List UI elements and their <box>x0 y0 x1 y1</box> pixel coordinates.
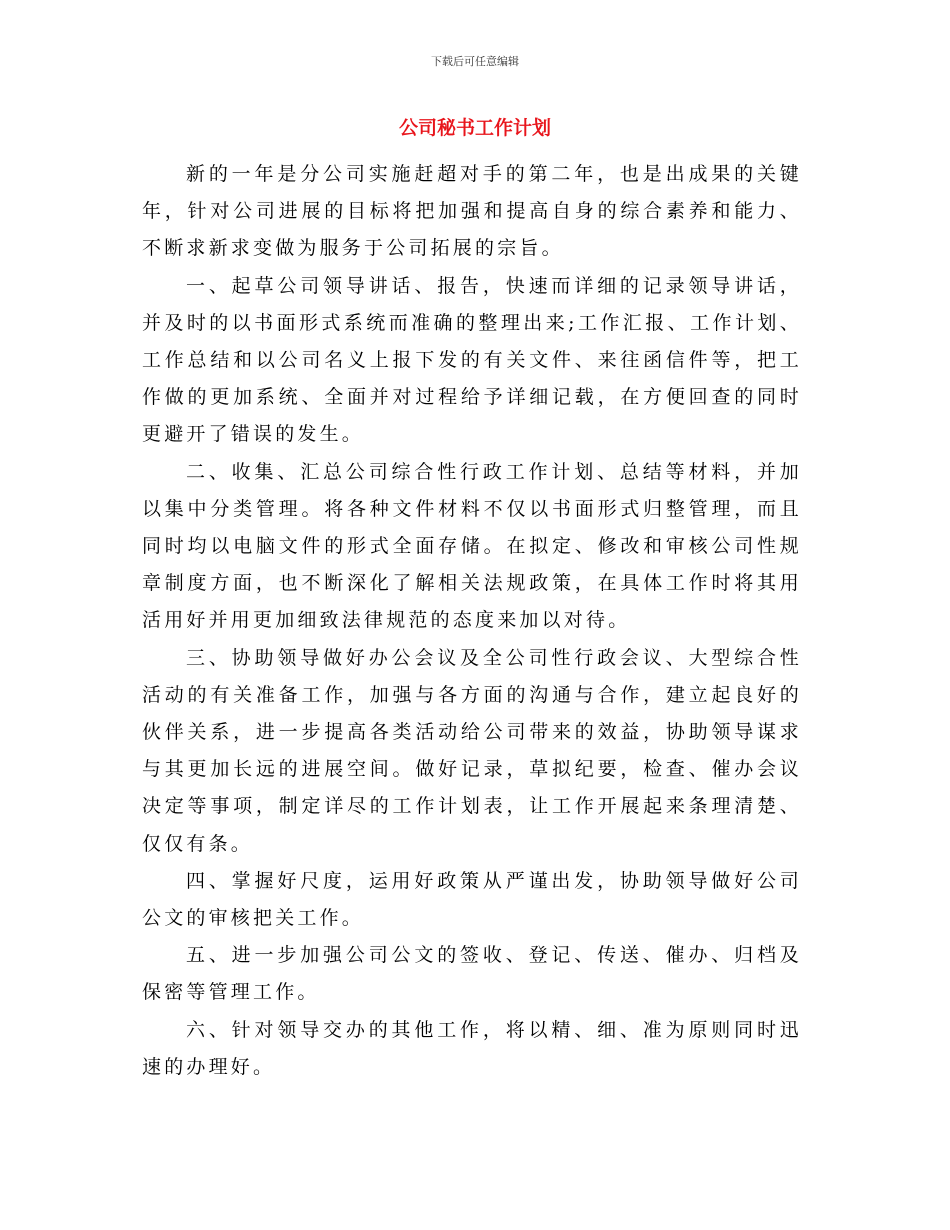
paragraph-item-6: 六、针对领导交办的其他工作，将以精、细、准为原则同时迅速的办理好。 <box>142 1018 802 1078</box>
paragraph-item-2: 二、收集、汇总公司综合性行政工作计划、总结等材料，并加以集中分类管理。将各种文件材料不仅以书面形式归整管理，而且同时均以电脑文件的形式全面存储。在拟定、修改和审核公司性规章制度方面，也不断深化了解相关法规政策，在具体工作时将其用活用好并用更加细致法律规范的态度来加以对待。 <box>142 460 802 632</box>
paragraph-item-4: 四、掌握好尺度，运用好政策从严谨出发，协助领导做好公司公文的审核把关工作。 <box>142 869 802 930</box>
paragraph-intro: 新的一年是分公司实施赶超对手的第二年，也是出成果的关键年，针对公司进展的目标将把加强和提高自身的综合素养和能力、不断求新求变做为服务于公司拓展的宗旨。 <box>142 163 802 260</box>
document-body <box>142 156 802 1086</box>
document-title: 公司秘书工作计划 <box>398 117 551 139</box>
paragraph-item-3: 三、协助领导做好办公会议及全公司性行政会议、大型综合性活动的有关准备工作，加强与各方面的沟通与合作，建立起良好的伙伴关系，进一步提高各类活动给公司带来的效益，协助领导谋求与其更加长远的进展空间。做好记录，草拟纪要，检查、催办会议决定等事项，制定详尽的工作计划表，让工作开展起来条理清楚、仅仅有条。 <box>142 646 802 855</box>
paragraph-item-1: 一、起草公司领导讲话、报告，快速而详细的记录领导讲话，并及时的以书面形式系统而准确的整理出来;工作汇报、工作计划、工作总结和以公司名义上报下发的有关文件、来往函信件等，把工作做的更加系统、全面并对过程给予详细记载，在方便回查的同时更避开了错误的发生。 <box>142 274 802 446</box>
paragraph-item-5: 五、进一步加强公司公文的签收、登记、传送、催办、归档及保密等管理工作。 <box>142 944 802 1004</box>
header-note: 下载后可任意编辑 <box>431 55 519 68</box>
